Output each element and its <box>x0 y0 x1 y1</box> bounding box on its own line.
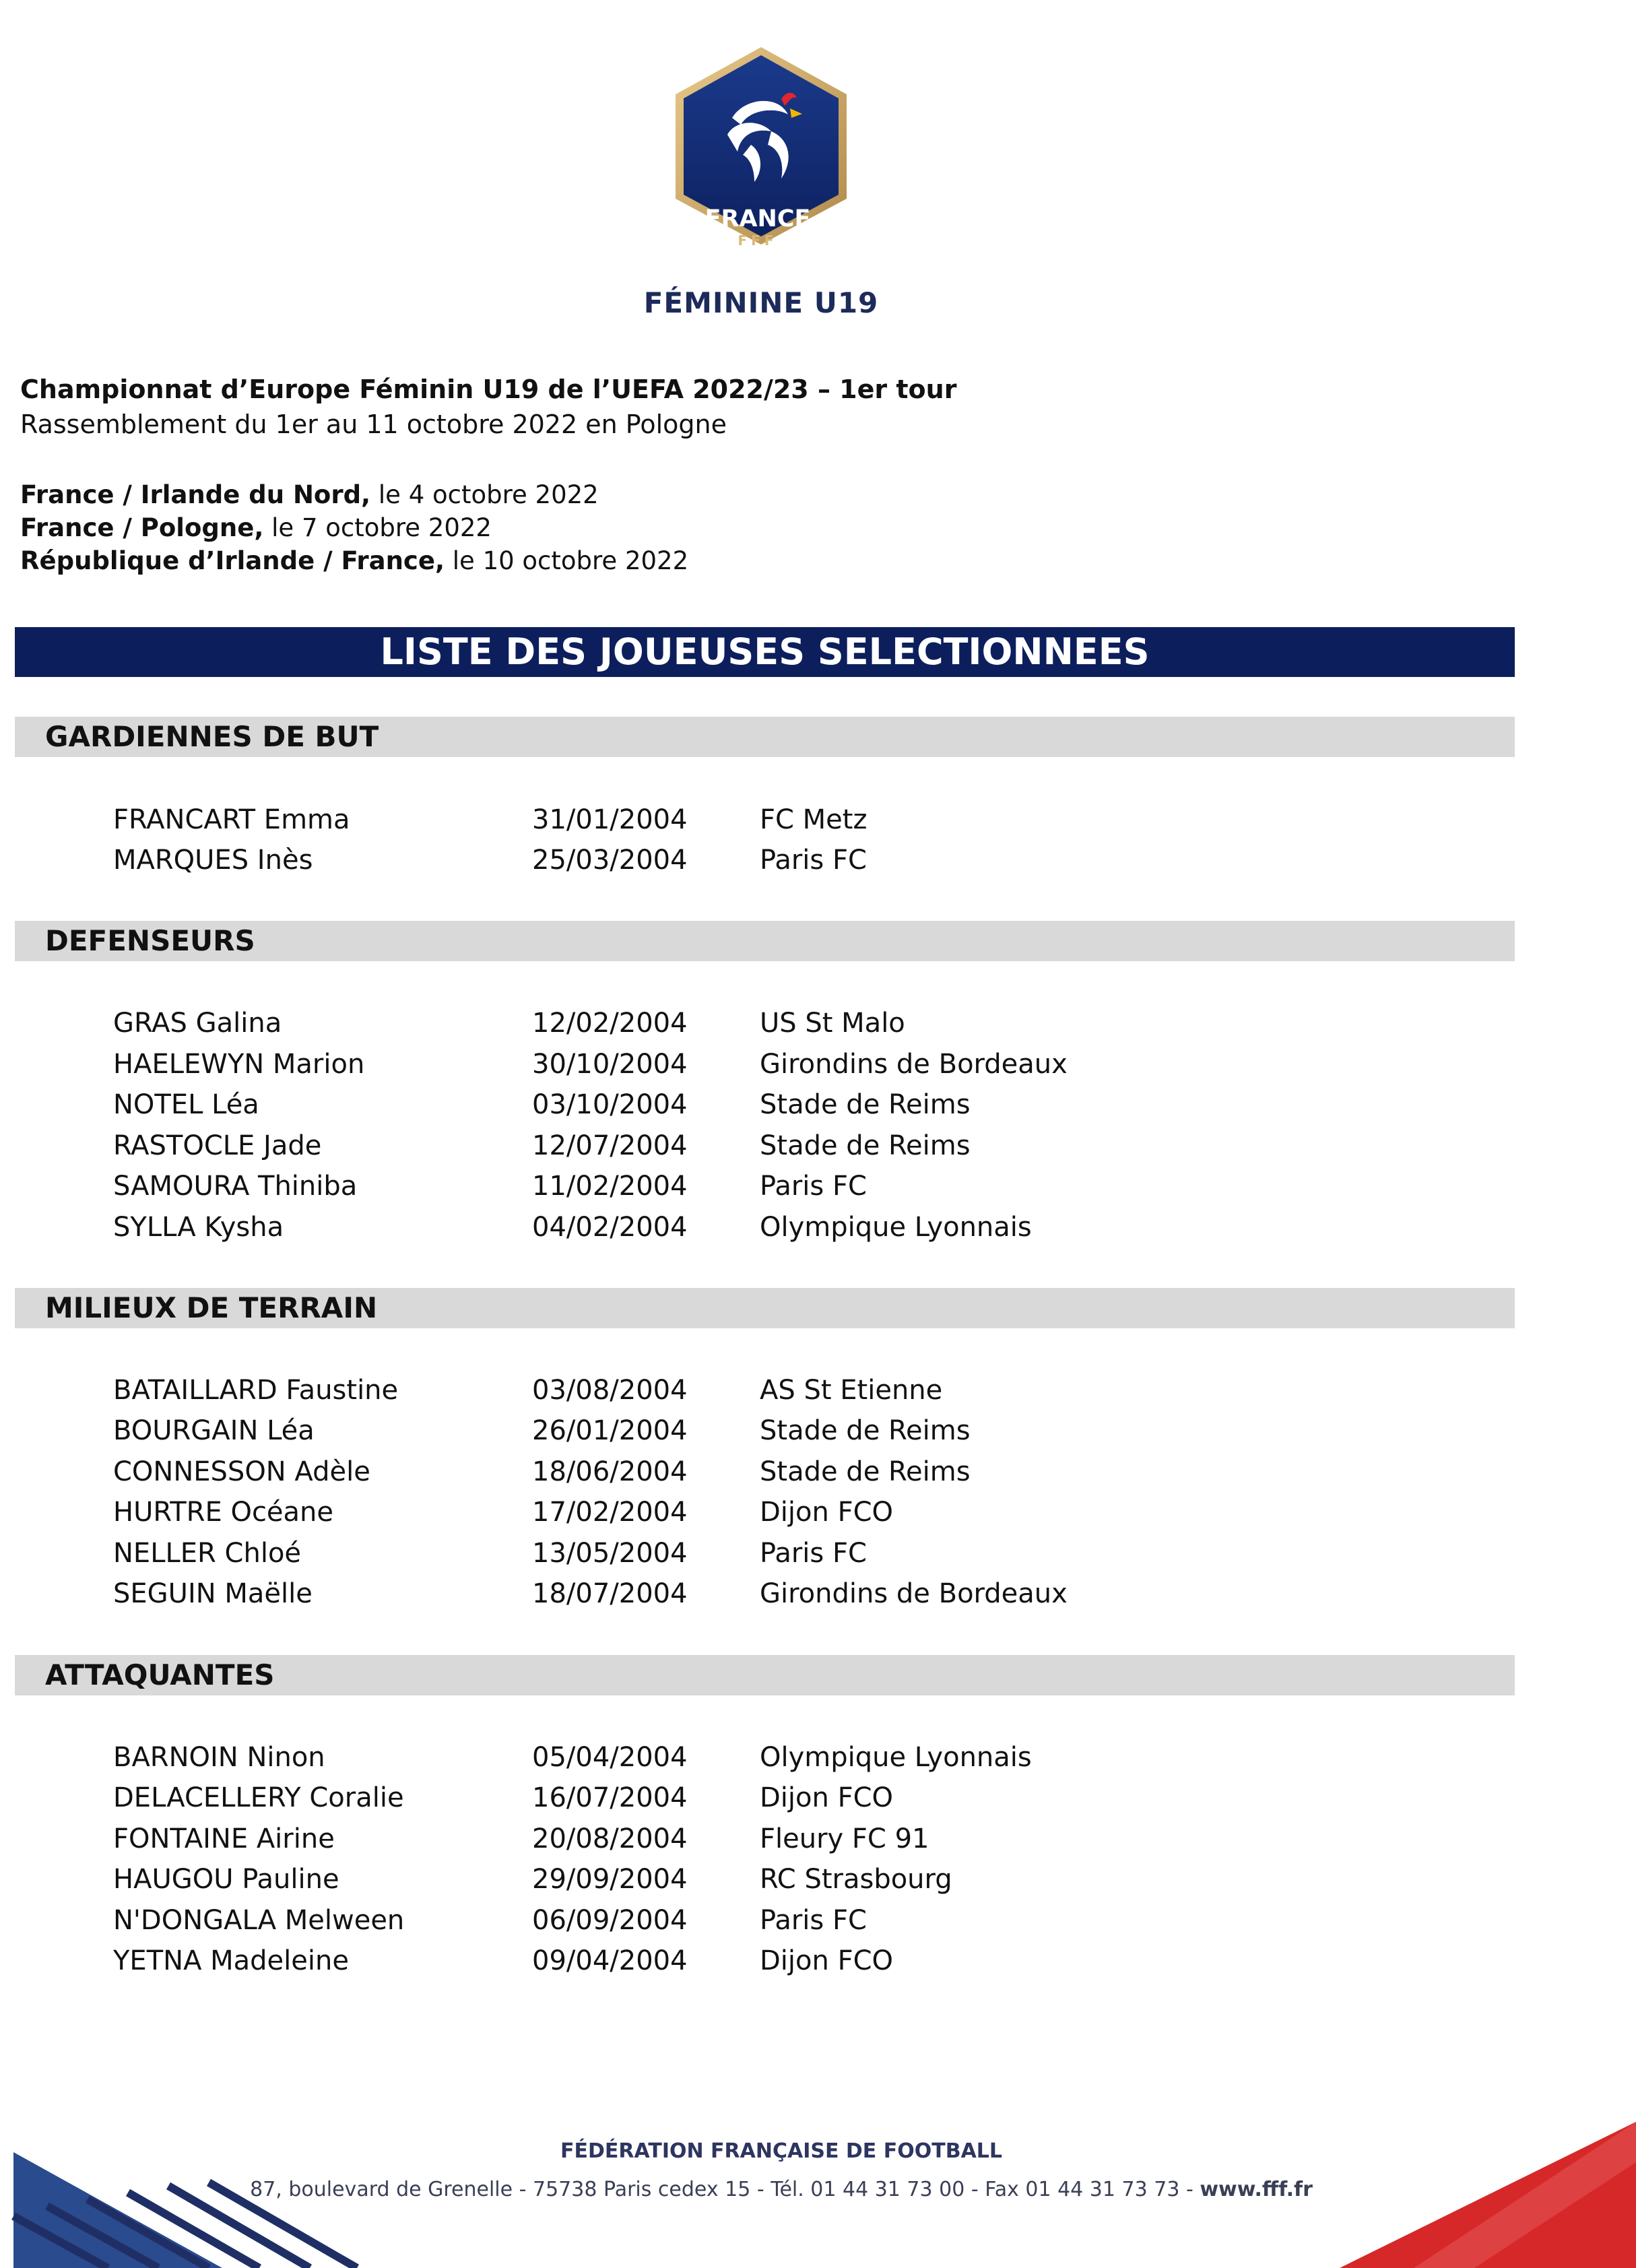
player-dob: 09/04/2004 <box>532 1945 688 1976</box>
player-dob: 20/08/2004 <box>532 1823 688 1854</box>
footer-address-text: 87, boulevard de Grenelle - 75738 Paris cedex 15 - Tél. 01 44 31 73 00 - Fax 01 44 31 73 73 - <box>250 2178 1200 2201</box>
player-club: Fleury FC 91 <box>760 1823 929 1854</box>
match-item <box>20 544 688 577</box>
player-name: DELACELLERY Coralie <box>113 1782 404 1813</box>
player-row <box>0 1900 1636 1941</box>
player-club: Dijon FCO <box>760 1497 893 1528</box>
player-name: N'DONGALA Melween <box>113 1905 405 1936</box>
player-dob: 17/02/2004 <box>532 1497 688 1528</box>
match-date: le 10 octobre 2022 <box>445 546 689 575</box>
player-dob: 31/01/2004 <box>532 804 688 835</box>
player-dob: 05/04/2004 <box>532 1742 688 1773</box>
player-club: Girondins de Bordeaux <box>760 1049 1068 1080</box>
player-row <box>0 1044 1636 1084</box>
main-title: LISTE DES JOUEUSES SELECTIONNEES <box>15 627 1515 677</box>
match-teams: France / Irlande du Nord, <box>20 480 371 509</box>
player-row <box>0 840 1636 880</box>
player-row <box>0 1126 1636 1166</box>
match-list <box>20 478 688 577</box>
player-club: Olympique Lyonnais <box>760 1212 1032 1243</box>
player-row <box>0 1492 1636 1532</box>
player-club: Stade de Reims <box>760 1089 971 1120</box>
player-club: Paris FC <box>760 845 867 876</box>
player-club: Dijon FCO <box>760 1945 893 1976</box>
player-row <box>0 1859 1636 1900</box>
footer-website-link[interactable]: www.fff.fr <box>1200 2178 1313 2201</box>
player-club: US St Malo <box>760 1008 905 1039</box>
player-row <box>0 1166 1636 1206</box>
match-item <box>20 511 688 544</box>
intro-block <box>20 372 956 442</box>
player-dob: 16/07/2004 <box>532 1782 688 1813</box>
player-club: Dijon FCO <box>760 1782 893 1813</box>
footer-organization: FÉDÉRATION FRANÇAISE DE FOOTBALL <box>560 2139 1003 2163</box>
competition-title: Championnat d’Europe Féminin U19 de l’UEFA 2022/23 – 1er tour <box>20 375 957 404</box>
player-club: RC Strasbourg <box>760 1864 952 1895</box>
competition-subtitle: Rassemblement du 1er au 11 octobre 2022 en Pologne <box>20 410 727 439</box>
player-name: BOURGAIN Léa <box>113 1415 315 1446</box>
player-row <box>0 1084 1636 1125</box>
player-name: BARNOIN Ninon <box>113 1742 325 1773</box>
fff-logo <box>667 44 855 249</box>
player-dob: 30/10/2004 <box>532 1049 688 1080</box>
footer-stripes-decoration <box>0 2152 377 2268</box>
player-dob: 03/08/2004 <box>532 1375 688 1406</box>
player-dob: 11/02/2004 <box>532 1171 688 1202</box>
player-row <box>0 1411 1636 1451</box>
player-name: MARQUES Inès <box>113 845 313 876</box>
player-club: FC Metz <box>760 804 868 835</box>
player-dob: 12/07/2004 <box>532 1130 688 1161</box>
player-dob: 12/02/2004 <box>532 1008 688 1039</box>
match-teams: France / Pologne, <box>20 513 264 542</box>
match-item <box>20 478 688 511</box>
player-row <box>0 1533 1636 1574</box>
player-name: HAUGOU Pauline <box>113 1864 339 1895</box>
player-club: Stade de Reims <box>760 1456 971 1487</box>
section-header-forwards: ATTAQUANTES <box>15 1655 1515 1695</box>
player-club: Paris FC <box>760 1171 867 1202</box>
player-dob: 29/09/2004 <box>532 1864 688 1895</box>
player-club: Paris FC <box>760 1905 867 1936</box>
player-row <box>0 1941 1636 1981</box>
player-club: Olympique Lyonnais <box>760 1742 1032 1773</box>
match-teams: République d’Irlande / France, <box>20 546 445 575</box>
player-name: HAELEWYN Marion <box>113 1049 365 1080</box>
player-name: SEGUIN Maëlle <box>113 1578 313 1609</box>
player-name: RASTOCLE Jade <box>113 1130 322 1161</box>
player-name: GRAS Galina <box>113 1008 282 1039</box>
player-dob: 03/10/2004 <box>532 1089 688 1120</box>
section-header-defenders: DEFENSEURS <box>15 921 1515 961</box>
player-row <box>0 1574 1636 1614</box>
player-name: YETNA Madeleine <box>113 1945 349 1976</box>
player-club: Girondins de Bordeaux <box>760 1578 1068 1609</box>
player-row <box>0 800 1636 840</box>
logo-caption: FÉMININE U19 <box>643 286 879 319</box>
player-row <box>0 1737 1636 1778</box>
section-header-goalkeepers: GARDIENNES DE BUT <box>15 717 1515 757</box>
player-dob: 13/05/2004 <box>532 1538 688 1569</box>
section-header-midfielders: MILIEUX DE TERRAIN <box>15 1288 1515 1328</box>
player-name: FONTAINE Airine <box>113 1823 335 1854</box>
player-club: Stade de Reims <box>760 1415 971 1446</box>
player-dob: 25/03/2004 <box>532 845 688 876</box>
player-row <box>0 1452 1636 1492</box>
player-row <box>0 1370 1636 1411</box>
player-row <box>0 1207 1636 1248</box>
player-row <box>0 1778 1636 1818</box>
player-name: SYLLA Kysha <box>113 1212 284 1243</box>
player-name: HURTRE Océane <box>113 1497 334 1528</box>
player-name: NOTEL Léa <box>113 1089 259 1120</box>
player-name: SAMOURA Thiniba <box>113 1171 358 1202</box>
match-date: le 4 octobre 2022 <box>370 480 599 509</box>
player-club: AS St Etienne <box>760 1375 943 1406</box>
player-name: FRANCART Emma <box>113 804 350 835</box>
player-dob: 06/09/2004 <box>532 1905 688 1936</box>
player-club: Paris FC <box>760 1538 867 1569</box>
player-row <box>0 1819 1636 1859</box>
player-name: BATAILLARD Faustine <box>113 1375 399 1406</box>
player-dob: 18/07/2004 <box>532 1578 688 1609</box>
player-row <box>0 1003 1636 1043</box>
player-name: CONNESSON Adèle <box>113 1456 370 1487</box>
player-dob: 26/01/2004 <box>532 1415 688 1446</box>
player-name: NELLER Chloé <box>113 1538 302 1569</box>
footer-address <box>0 2178 1563 2201</box>
logo-subtext: FFF <box>738 232 778 249</box>
player-dob: 04/02/2004 <box>532 1212 688 1243</box>
match-date: le 7 octobre 2022 <box>263 513 492 542</box>
player-dob: 18/06/2004 <box>532 1456 688 1487</box>
logo-text: FRANCE <box>705 205 811 232</box>
player-club: Stade de Reims <box>760 1130 971 1161</box>
